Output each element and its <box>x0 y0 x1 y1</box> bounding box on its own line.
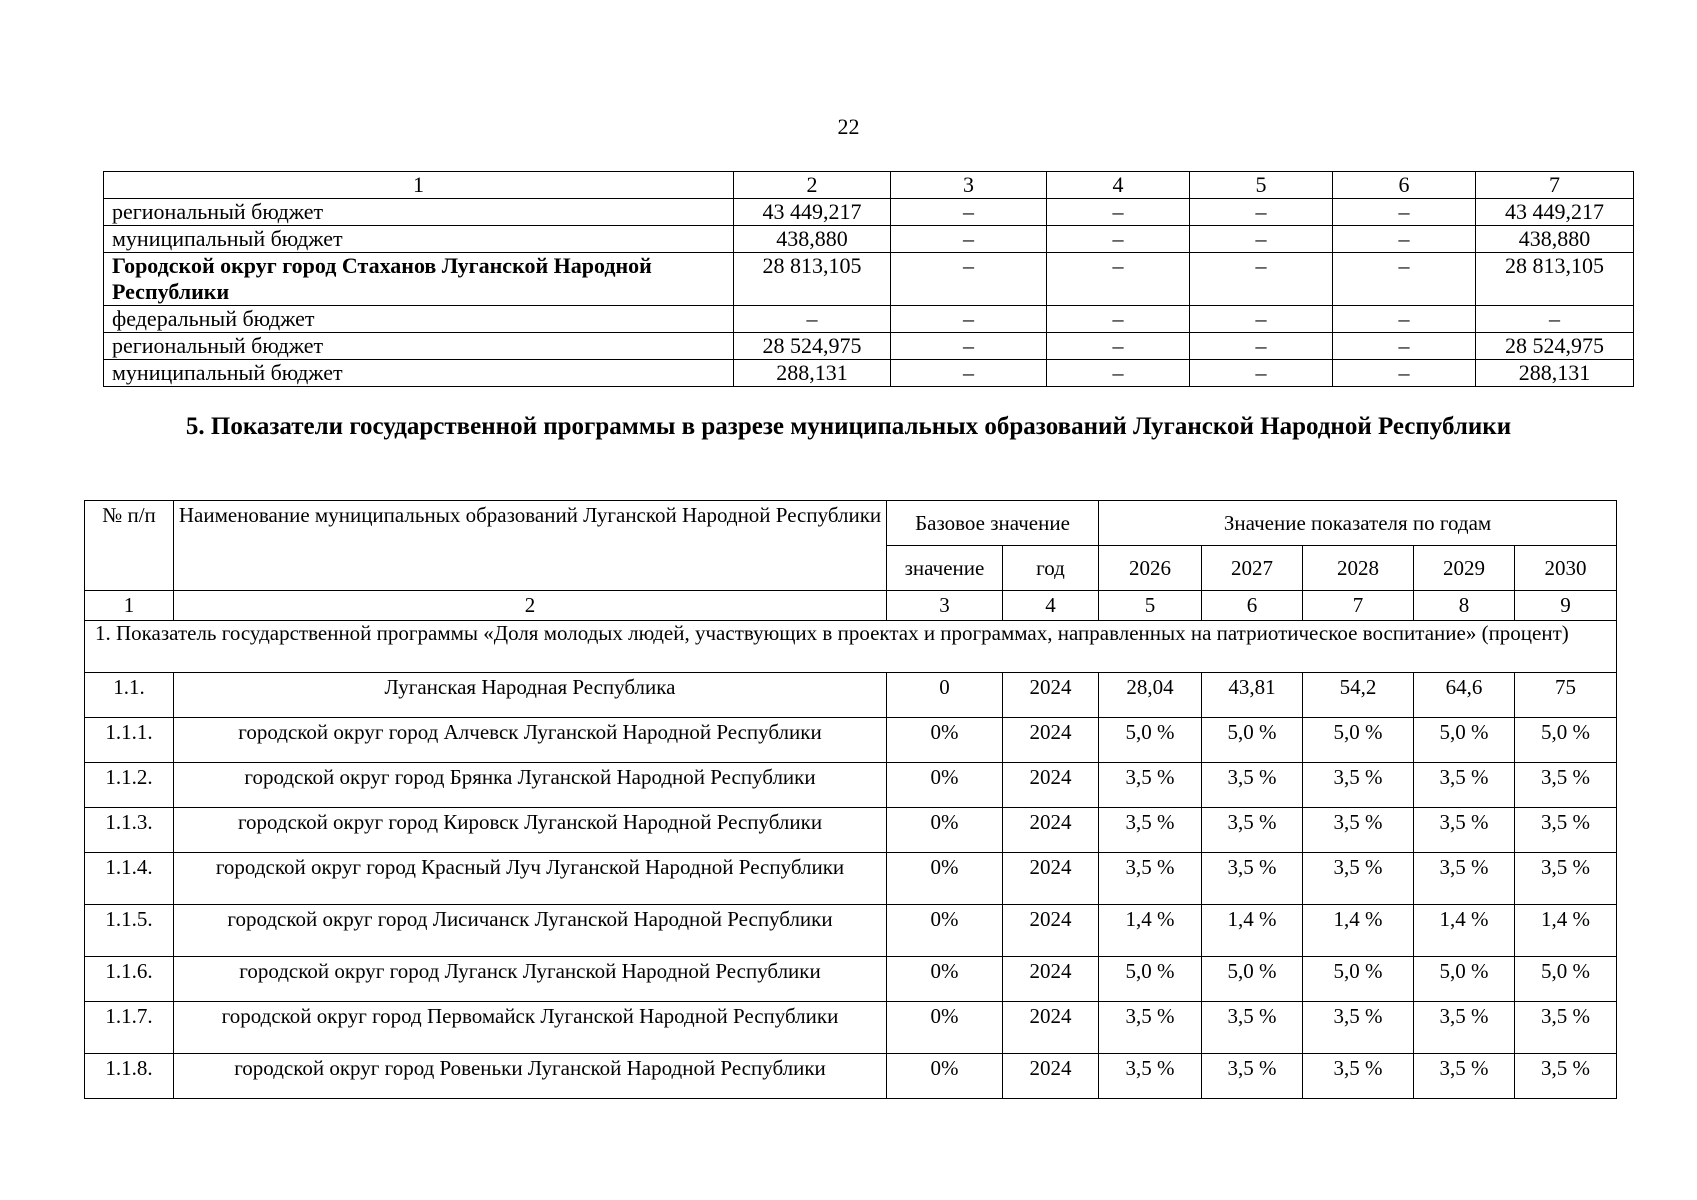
budget-cell: – <box>1333 226 1476 253</box>
year-value: 5,0 % <box>1515 957 1617 1002</box>
budget-cell: 288,131 <box>1476 360 1634 387</box>
year-value: 5,0 % <box>1414 957 1515 1002</box>
year-value: 3,5 % <box>1303 1054 1414 1099</box>
budget-cell: – <box>1333 360 1476 387</box>
budget-header-row <box>104 172 1634 199</box>
budget-row <box>104 253 1634 306</box>
base-value: 0% <box>887 1054 1003 1099</box>
budget-row-label: Городской округ город Стаханов Луганской Народной Республики <box>104 253 734 306</box>
row-number: 1.1.2. <box>85 763 174 808</box>
budget-cell: – <box>1190 360 1333 387</box>
header-by-years: Значение показателя по годам <box>1099 501 1617 546</box>
budget-cell: 28 524,975 <box>1476 333 1634 360</box>
budget-cell: 43 449,217 <box>1476 199 1634 226</box>
budget-cell: – <box>1333 253 1476 306</box>
budget-row <box>104 333 1634 360</box>
header-year-2027: 2027 <box>1202 546 1303 591</box>
indicator-data-row <box>85 853 1617 905</box>
budget-row <box>104 199 1634 226</box>
year-value: 3,5 % <box>1202 1002 1303 1054</box>
budget-row-label: муниципальный бюджет <box>104 360 734 387</box>
budget-cell: – <box>1047 226 1190 253</box>
budget-cell: – <box>1190 306 1333 333</box>
budget-column-number: 2 <box>734 172 891 199</box>
year-value: 3,5 % <box>1202 1054 1303 1099</box>
base-value: 0% <box>887 905 1003 957</box>
year-value: 3,5 % <box>1303 808 1414 853</box>
base-value: 0% <box>887 718 1003 763</box>
municipality-name: городской округ город Ровеньки Луганской Народной Республики <box>174 1054 887 1099</box>
year-value: 1,4 % <box>1515 905 1617 957</box>
budget-cell: – <box>1190 253 1333 306</box>
municipality-name: Луганская Народная Республика <box>174 673 887 718</box>
row-number: 1.1.3. <box>85 808 174 853</box>
year-value: 3,5 % <box>1099 853 1202 905</box>
budget-cell: – <box>1333 199 1476 226</box>
base-value: 0% <box>887 853 1003 905</box>
year-value: 3,5 % <box>1414 1054 1515 1099</box>
column-number: 2 <box>174 591 887 621</box>
budget-cell: – <box>1333 306 1476 333</box>
base-year: 2024 <box>1003 853 1099 905</box>
year-value: 28,04 <box>1099 673 1202 718</box>
budget-column-number: 5 <box>1190 172 1333 199</box>
base-value: 0% <box>887 1002 1003 1054</box>
row-number: 1.1.5. <box>85 905 174 957</box>
page-number: 22 <box>837 114 860 139</box>
budget-cell: – <box>734 306 891 333</box>
indicator-data-row <box>85 718 1617 763</box>
base-year: 2024 <box>1003 808 1099 853</box>
budget-cell: – <box>891 306 1047 333</box>
budget-cell: 28 813,105 <box>734 253 891 306</box>
budget-cell: – <box>891 333 1047 360</box>
budget-cell: – <box>1047 199 1190 226</box>
budget-row-label: федеральный бюджет <box>104 306 734 333</box>
indicator-data-row <box>85 1002 1617 1054</box>
year-value: 3,5 % <box>1414 853 1515 905</box>
municipality-name: городской округ город Кировск Луганской Народной Республики <box>174 808 887 853</box>
municipality-name: городской округ город Алчевск Луганской Народной Республики <box>174 718 887 763</box>
header-year-2029: 2029 <box>1414 546 1515 591</box>
budget-cell: 438,880 <box>734 226 891 253</box>
base-year: 2024 <box>1003 1002 1099 1054</box>
year-value: 3,5 % <box>1099 763 1202 808</box>
column-number: 3 <box>887 591 1003 621</box>
indicator-data-row <box>85 905 1617 957</box>
indicator-title: 1. Показатель государственной программы «Доля молодых людей, участвующих в проектах и программах, направленных на патриотическое воспитание» (процент) <box>85 621 1617 673</box>
budget-column-number: 4 <box>1047 172 1190 199</box>
base-year: 2024 <box>1003 673 1099 718</box>
year-value: 3,5 % <box>1414 1002 1515 1054</box>
year-value: 54,2 <box>1303 673 1414 718</box>
budget-table <box>103 171 1634 387</box>
base-value: 0% <box>887 763 1003 808</box>
year-value: 3,5 % <box>1303 853 1414 905</box>
budget-cell: – <box>1333 333 1476 360</box>
base-year: 2024 <box>1003 718 1099 763</box>
year-value: 5,0 % <box>1515 718 1617 763</box>
year-value: 5,0 % <box>1099 718 1202 763</box>
budget-cell: – <box>1047 253 1190 306</box>
year-value: 3,5 % <box>1303 763 1414 808</box>
budget-cell: – <box>891 253 1047 306</box>
budget-cell: – <box>1476 306 1634 333</box>
year-value: 3,5 % <box>1099 1002 1202 1054</box>
year-value: 3,5 % <box>1515 763 1617 808</box>
column-number: 6 <box>1202 591 1303 621</box>
budget-cell: 43 449,217 <box>734 199 891 226</box>
budget-row <box>104 360 1634 387</box>
budget-cell: – <box>1190 199 1333 226</box>
column-number: 1 <box>85 591 174 621</box>
year-value: 3,5 % <box>1515 1054 1617 1099</box>
indicator-data-row <box>85 1054 1617 1099</box>
header-year-2028: 2028 <box>1303 546 1414 591</box>
budget-cell: 288,131 <box>734 360 891 387</box>
year-value: 3,5 % <box>1202 808 1303 853</box>
year-value: 1,4 % <box>1303 905 1414 957</box>
base-year: 2024 <box>1003 957 1099 1002</box>
municipality-name: городской округ город Первомайск Луганской Народной Республики <box>174 1002 887 1054</box>
indicator-row <box>85 621 1617 673</box>
year-value: 5,0 % <box>1303 957 1414 1002</box>
year-value: 5,0 % <box>1202 957 1303 1002</box>
year-value: 3,5 % <box>1303 1002 1414 1054</box>
year-value: 75 <box>1515 673 1617 718</box>
budget-cell: – <box>891 226 1047 253</box>
base-value: 0% <box>887 957 1003 1002</box>
year-value: 1,4 % <box>1099 905 1202 957</box>
year-value: 3,5 % <box>1515 808 1617 853</box>
year-value: 3,5 % <box>1414 808 1515 853</box>
base-year: 2024 <box>1003 905 1099 957</box>
year-value: 64,6 <box>1414 673 1515 718</box>
year-value: 3,5 % <box>1202 853 1303 905</box>
budget-cell: – <box>891 360 1047 387</box>
row-number: 1.1.7. <box>85 1002 174 1054</box>
row-number: 1.1.6. <box>85 957 174 1002</box>
budget-row-label: региональный бюджет <box>104 199 734 226</box>
budget-cell: – <box>891 199 1047 226</box>
budget-column-number: 3 <box>891 172 1047 199</box>
section-title: 5. Показатели государственной программы в разрезе муниципальных образований Луганской Народной Республики <box>185 413 1512 440</box>
year-value: 3,5 % <box>1099 808 1202 853</box>
budget-row <box>104 306 1634 333</box>
column-numbers-row <box>85 591 1617 621</box>
year-value: 3,5 % <box>1515 1002 1617 1054</box>
row-number: 1.1. <box>85 673 174 718</box>
budget-cell: – <box>1047 333 1190 360</box>
budget-cell: 438,880 <box>1476 226 1634 253</box>
year-value: 1,4 % <box>1202 905 1303 957</box>
column-number: 5 <box>1099 591 1202 621</box>
indicator-data-row <box>85 957 1617 1002</box>
year-value: 5,0 % <box>1202 718 1303 763</box>
budget-row-label: муниципальный бюджет <box>104 226 734 253</box>
header-name: Наименование муниципальных образований Луганской Народной Республики <box>174 501 887 591</box>
indicator-data-row <box>85 673 1617 718</box>
header-year: год <box>1003 546 1099 591</box>
indicators-table <box>84 500 1617 1099</box>
base-value: 0 <box>887 673 1003 718</box>
budget-cell: – <box>1047 360 1190 387</box>
base-year: 2024 <box>1003 1054 1099 1099</box>
row-number: 1.1.4. <box>85 853 174 905</box>
budget-cell: – <box>1190 333 1333 360</box>
year-value: 5,0 % <box>1414 718 1515 763</box>
column-number: 7 <box>1303 591 1414 621</box>
year-value: 3,5 % <box>1202 763 1303 808</box>
municipality-name: городской округ город Брянка Луганской Народной Республики <box>174 763 887 808</box>
municipality-name: городской округ город Красный Луч Луганской Народной Республики <box>174 853 887 905</box>
header-row-top <box>85 501 1617 546</box>
year-value: 5,0 % <box>1099 957 1202 1002</box>
budget-row-label: региональный бюджет <box>104 333 734 360</box>
year-value: 1,4 % <box>1414 905 1515 957</box>
header-num: № п/п <box>85 501 174 591</box>
year-value: 3,5 % <box>1515 853 1617 905</box>
budget-row <box>104 226 1634 253</box>
municipality-name: городской округ город Луганск Луганской Народной Республики <box>174 957 887 1002</box>
base-year: 2024 <box>1003 763 1099 808</box>
budget-cell: – <box>1190 226 1333 253</box>
row-number: 1.1.1. <box>85 718 174 763</box>
header-year-2026: 2026 <box>1099 546 1202 591</box>
budget-cell: – <box>1047 306 1190 333</box>
year-value: 3,5 % <box>1414 763 1515 808</box>
budget-column-number: 1 <box>104 172 734 199</box>
indicator-data-row <box>85 808 1617 853</box>
indicator-data-row <box>85 763 1617 808</box>
municipality-name: городской округ город Лисичанск Луганской Народной Республики <box>174 905 887 957</box>
budget-cell: 28 524,975 <box>734 333 891 360</box>
year-value: 3,5 % <box>1099 1054 1202 1099</box>
budget-column-number: 6 <box>1333 172 1476 199</box>
budget-column-number: 7 <box>1476 172 1634 199</box>
row-number: 1.1.8. <box>85 1054 174 1099</box>
column-number: 4 <box>1003 591 1099 621</box>
column-number: 9 <box>1515 591 1617 621</box>
column-number: 8 <box>1414 591 1515 621</box>
budget-cell: 28 813,105 <box>1476 253 1634 306</box>
header-year-2030: 2030 <box>1515 546 1617 591</box>
base-value: 0% <box>887 808 1003 853</box>
header-base: Базовое значение <box>887 501 1099 546</box>
header-value: значение <box>887 546 1003 591</box>
year-value: 43,81 <box>1202 673 1303 718</box>
year-value: 5,0 % <box>1303 718 1414 763</box>
